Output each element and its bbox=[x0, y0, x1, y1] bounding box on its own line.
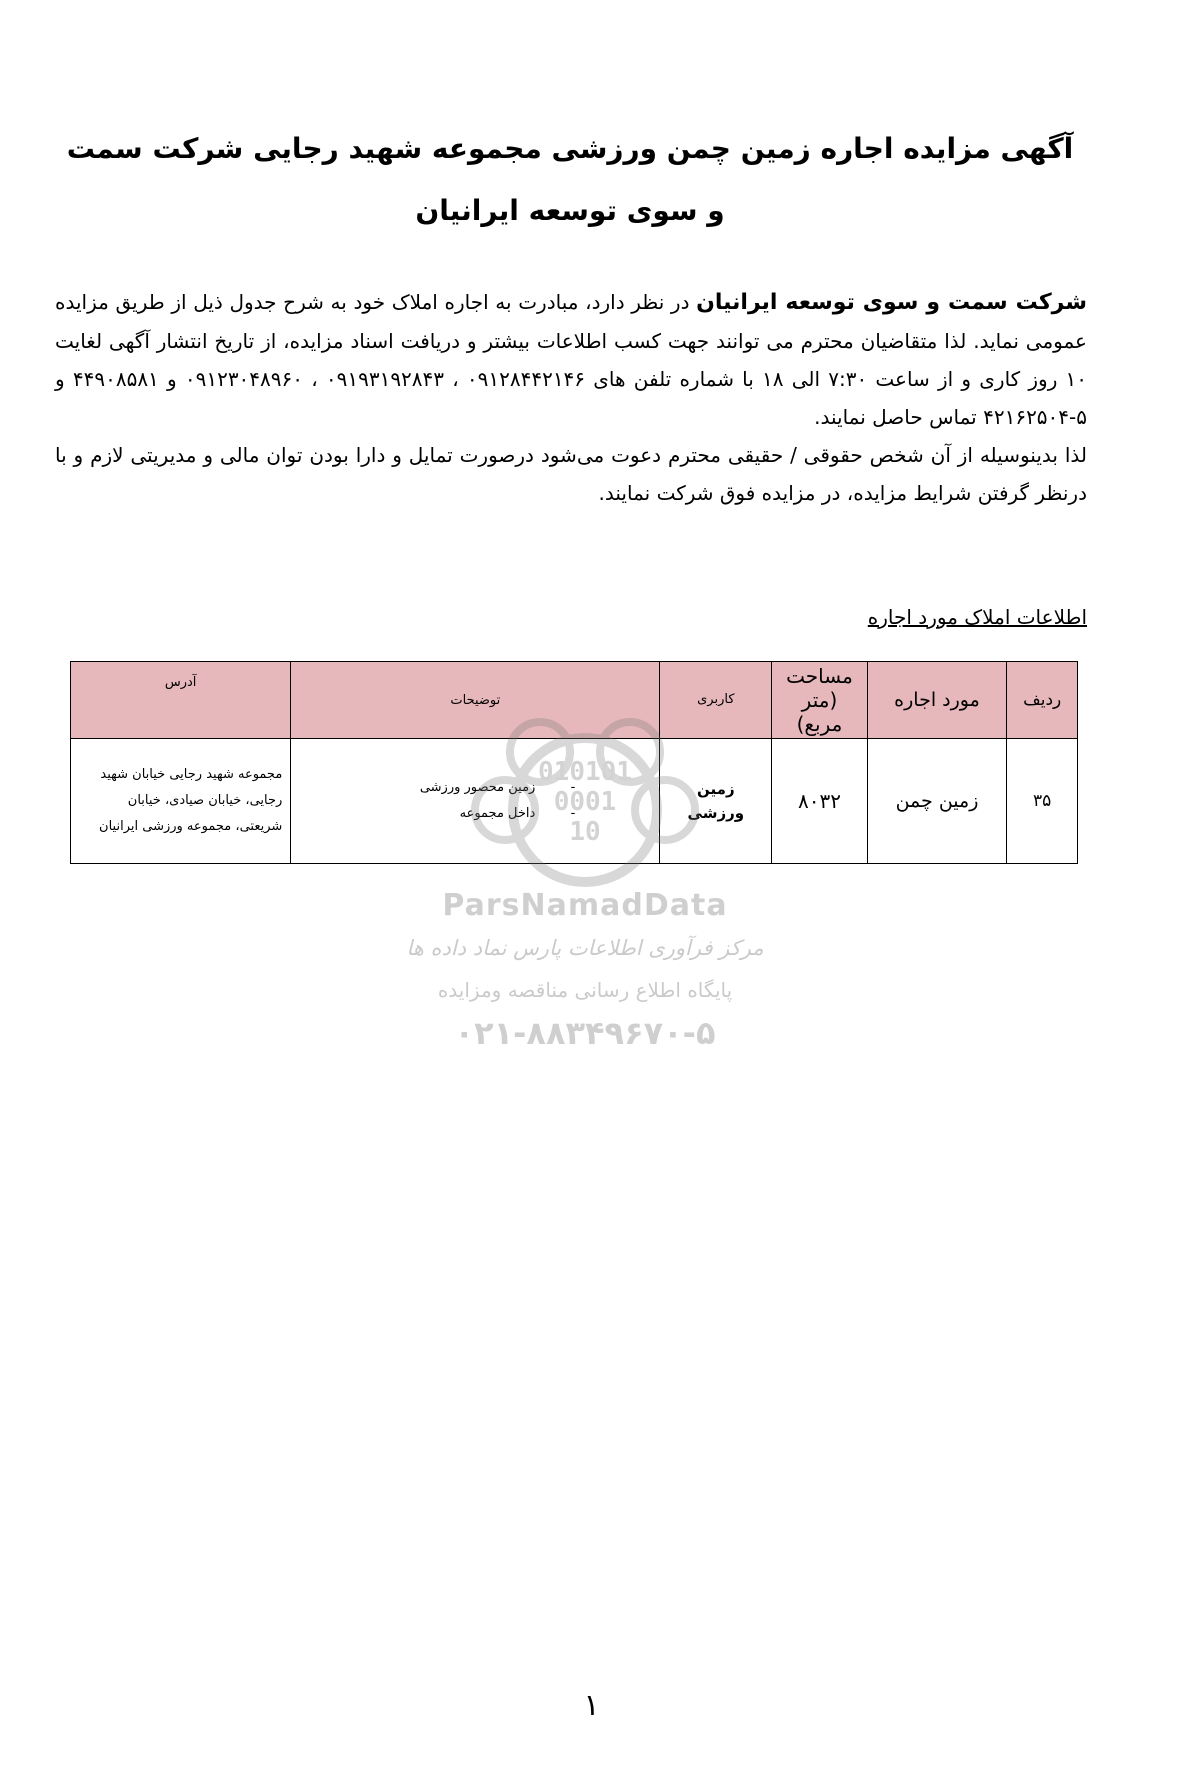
watermark-tagline: مرکز فرآوری اطلاعات پارس نماد داده ها bbox=[406, 936, 764, 960]
header-area-unit: (متر مربع) bbox=[796, 688, 843, 736]
table-header-row bbox=[71, 662, 1078, 739]
cell-area: ۸۰۳۲ bbox=[772, 739, 867, 864]
header-area bbox=[772, 662, 867, 739]
page-number: ۱ bbox=[583, 1688, 600, 1723]
description-list bbox=[375, 775, 575, 827]
header-address: آدرس bbox=[71, 662, 291, 739]
intro-text: در نظر دارد، مبادرت به اجاره املاک خود به شرح جدول ذیل از طریق مزایده عمومی نماید. لذا متقاضیان محترم می توانند جهت کسب اطلاعات بیشتر و دریافت اسناد مزایده، از تاریخ انتشار آگهی لغایت ۱۰ روز کاری و از ساعت ۷:۳۰ الی ۱۸ با شماره تلفن های ۰۹۱۲۸۴۴۲۱۴۶ ، ۰۹۱۹۳۱۹۲۸۴۳ ، ۰۹۱۲۳۰۴۸۹۶۰ و ۴۴۹۰۸۵۸۱ و ۵-۴۲۱۶۲۵۰۴ تماس حاصل نمایند. bbox=[55, 290, 1088, 429]
header-row-number: ردیف bbox=[1007, 662, 1078, 739]
properties-table bbox=[70, 661, 1078, 864]
watermark-subtitle: پایگاه اطلاع رسانی مناقصه ومزایده bbox=[437, 978, 733, 1002]
svg-text:0001: 0001 bbox=[553, 787, 617, 817]
cell-row-number: ۳۵ bbox=[1007, 739, 1078, 864]
svg-text:010101: 010101 bbox=[538, 757, 632, 787]
cell-item: زمین چمن bbox=[867, 739, 1007, 864]
table-row bbox=[71, 739, 1078, 864]
cell-address: مجموعه شهید رجایی خیابان شهید رجایی، خیابان صیادی، خیابان شریعتی، مجموعه ورزشی ایرانیان bbox=[71, 739, 291, 864]
header-description: توضیحات bbox=[291, 662, 660, 739]
intro-paragraph bbox=[55, 283, 1087, 436]
watermark-brand: ParsNamadData bbox=[442, 888, 728, 923]
list-item: - داخل مجموعه bbox=[375, 801, 575, 827]
document-title: آگهی مزایده اجاره زمین چمن ورزشی مجموعه شهید رجایی شرکت سمت و سوی توسعه ایرانیان bbox=[66, 132, 1074, 227]
header-area-label: مساحت bbox=[786, 664, 853, 688]
document-body bbox=[55, 283, 1087, 512]
header-use: کاربری bbox=[660, 662, 772, 739]
watermark-phone: ۰۲۱-۸۸۳۴۹۶۷۰-۵ bbox=[454, 1014, 716, 1052]
svg-text:10: 10 bbox=[569, 817, 601, 847]
header-item: مورد اجاره bbox=[867, 662, 1007, 739]
section-heading: اطلاعات املاک مورد اجاره bbox=[867, 605, 1087, 629]
company-name: شرکت سمت و سوی توسعه ایرانیان bbox=[696, 290, 1087, 315]
invitation-paragraph: لذا بدینوسیله از آن شخص حقوقی / حقیقی محترم دعوت می‌شود درصورت تمایل و دارا بودن توان مالی و مدیریتی لازم و با درنظر گرفتن شرایط مزایده، در مزایده فوق شرکت نمایند. bbox=[55, 443, 1087, 505]
list-item: - زمین محصور ورزشی bbox=[375, 775, 575, 801]
cell-description bbox=[291, 739, 660, 864]
cell-use: زمین ورزشی bbox=[660, 739, 772, 864]
